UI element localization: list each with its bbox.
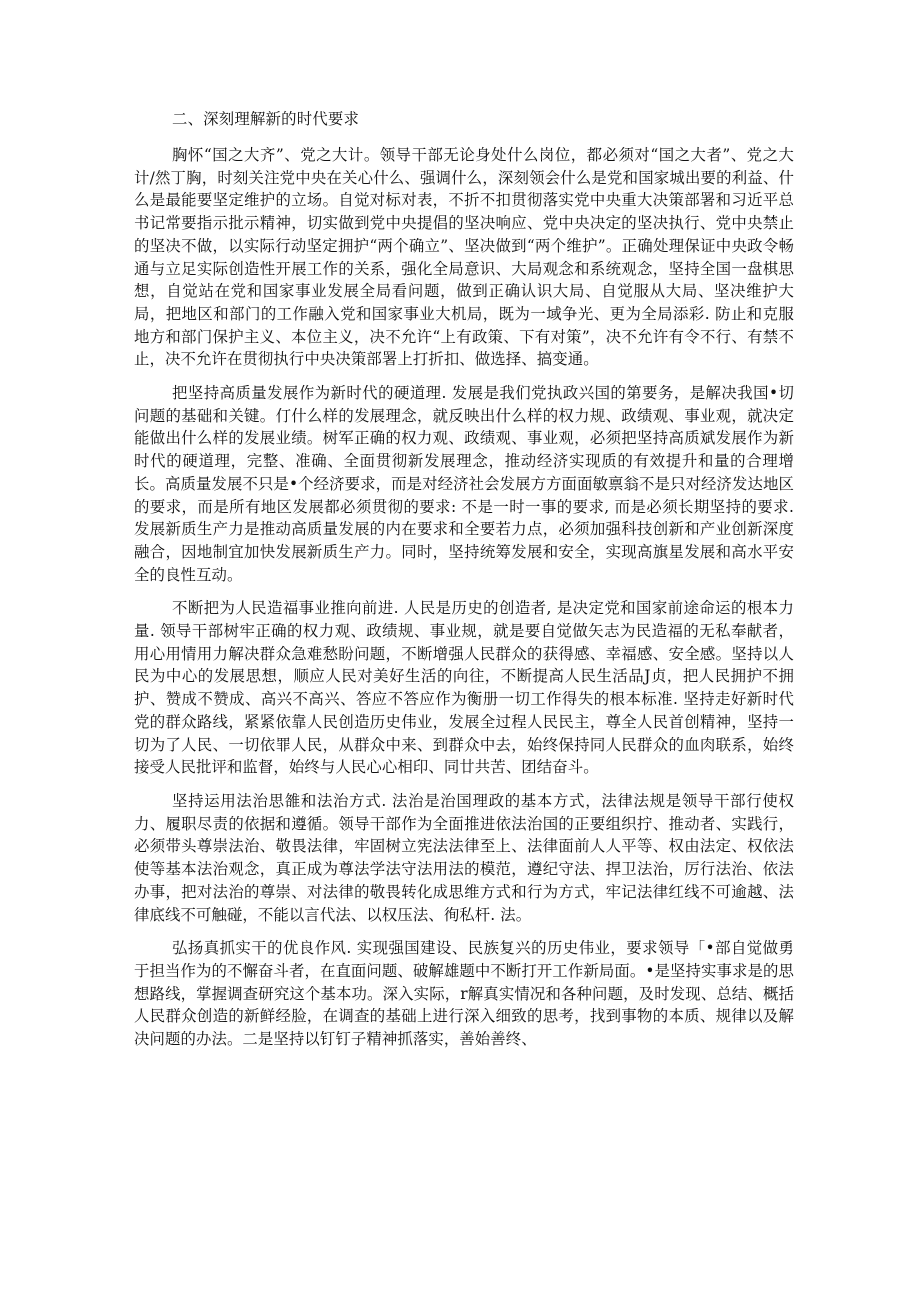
- paragraph-high-quality-development: 把坚持高质量发展作为新时代的硬道理. 发展是我们党执政兴国的第要务，是解决我国•切问题的基础和关键。仃什么样的发展理念，就反映出什么样的权力规、政绩观、事业观，就决定能做出什么样的发展业绩。树军正确的权力观、政绩观、事业观，必须把坚持高质斌发展作为新时代的硬道理，完整、准确、全面贯彻新发展理念，推动经济实现质的有效提升和量的合理增长。高质量发展不只是•个经济要求，而是对经济社会发展方方面面敏禀翁不是只对经济发达地区的要求，而是所有地区发展都必须贯彻的要求: 不是一时一事的要求, 而是必须长期坚持的要求. 发展新质生产力是推动高质量发展的内在要求和全要若力点，必须加强科技创新和产业创新深度融合，因地制宜加快发展新质生产力。同时，坚持统筹发展和安全，实现高旗星发展和高水平安全的良性互动。: [134, 384, 794, 584]
- paragraph-political-stance: 胸怀“国之大齐”、党之大计。领导干部无论身处什么岗位，都必须对“国之大者”、党之大计/然丁胸，时刻关注党中央在关心什么、强调什么，深刻领会什么是党和国家城出要的利益、什么是最能要坚定维护的立场。自觉对标对表，不折不扣贯彻落实党中央重大决策部署和习近平总书记常要指示批示精神，切实做到党中央提倡的坚决响应、党中央决定的坚决执行、党中央禁止的坚决不做，以实际行动坚定拥护“两个确立”、坚决做到“两个维护”。正确处理保证中央政令畅通与立足实际创造性开展工作的关系，强化全局意识、大局观念和系统观念，坚持全国一盘棋思想，自觉站在党和国家事业发展全局看问题，做到正确认识大局、自觉服从大局、坚决维护大局，把地区和部门的工作融入党和国家事业大机局，既为一域争光、更为全局添彩. 防止和克服地方和部门保护主义、本位主义，决不允许“上有政策、下有对策”，决不允许有令不行、有禁不止，决不允许在贯彻执行中央决策部署上打折扣、做选择、搞变通。: [134, 146, 794, 369]
- paragraph-people-welfare: 不断把为人民造福事业推向前进. 人民是历史的创造者, 是决定党和国家前途命运的根本力量. 领导干部树牢正确的权力观、政绩规、事业规，就是要自觉做矢志为民造福的无私奉献者，用心用情用力解决群众急难愁盼问题，不断增强人民群众的获得感、幸福感、安全感。坚持以人民为中心的发展思想，顺应人民对美好生活的向往，不断提高人民生活品J贞，把人民拥护不拥护、赞成不赞成、高兴不高兴、答应不答应作为衡册一切工作得失的根本标准. 坚持走好新时代党的群众路线，紧紧依靠人民创造历史伟业，发展全过程人民民主，尊全人民首创精神，坚持一切为了人民、一切依罪人民，从群众中来、到群众中去，始终保持同人民群众的血肉联系，始终接受人民批评和监督，始终与人民心心相印、同廿共苦、团结奋斗。: [134, 599, 794, 777]
- document-page: [134, 108, 794, 1062]
- paragraph-work-style: 弘扬真抓实干的优良作风. 实现强国建设、民族复兴的历史伟业，要求领导「•部自觉做勇于担当作为的不懈奋斗者，在直面问题、破解雄题中不断打开工作新局面。•是坚持实事求是的思想路线，掌握调查研究这个基本功。深入实际，r解真实情况和各种问题，及时发现、总结、概括人民群众创造的新鲜经脸，在调查的基础上进行深入细致的思考，找到事物的本质、规律以及解决问题的办法。二是坚持以钉钉子精神抓落实，善始善终、: [134, 939, 794, 1049]
- section-heading: 二、深刻理解新的时代要求: [172, 110, 360, 128]
- paragraph-rule-of-law: 坚持运用法治思雒和法治方式. 法治是治国理政的基本方式，法律法规是领导干部行使权力、履职尽责的依据和遵循。领导干部作为全面推进依法治国的正要组织拧、推动者、实践行，必须带头尊崇法治、敬畏法律，牢固树立宪法法律至上、法律面前人人平等、权由法定、权依法使等基本法治观念，真正成为尊法学法守法用法的模范，遵纪守法、捍卫法治，厉行法治、依法办事，把对法治的尊崇、对法律的敬畏转化成思维方式和行为方式，牢记法律红线不可逾越、法律底线不可触碰，不能以言代法、以权压法、徇私杆. 法。: [134, 791, 794, 924]
